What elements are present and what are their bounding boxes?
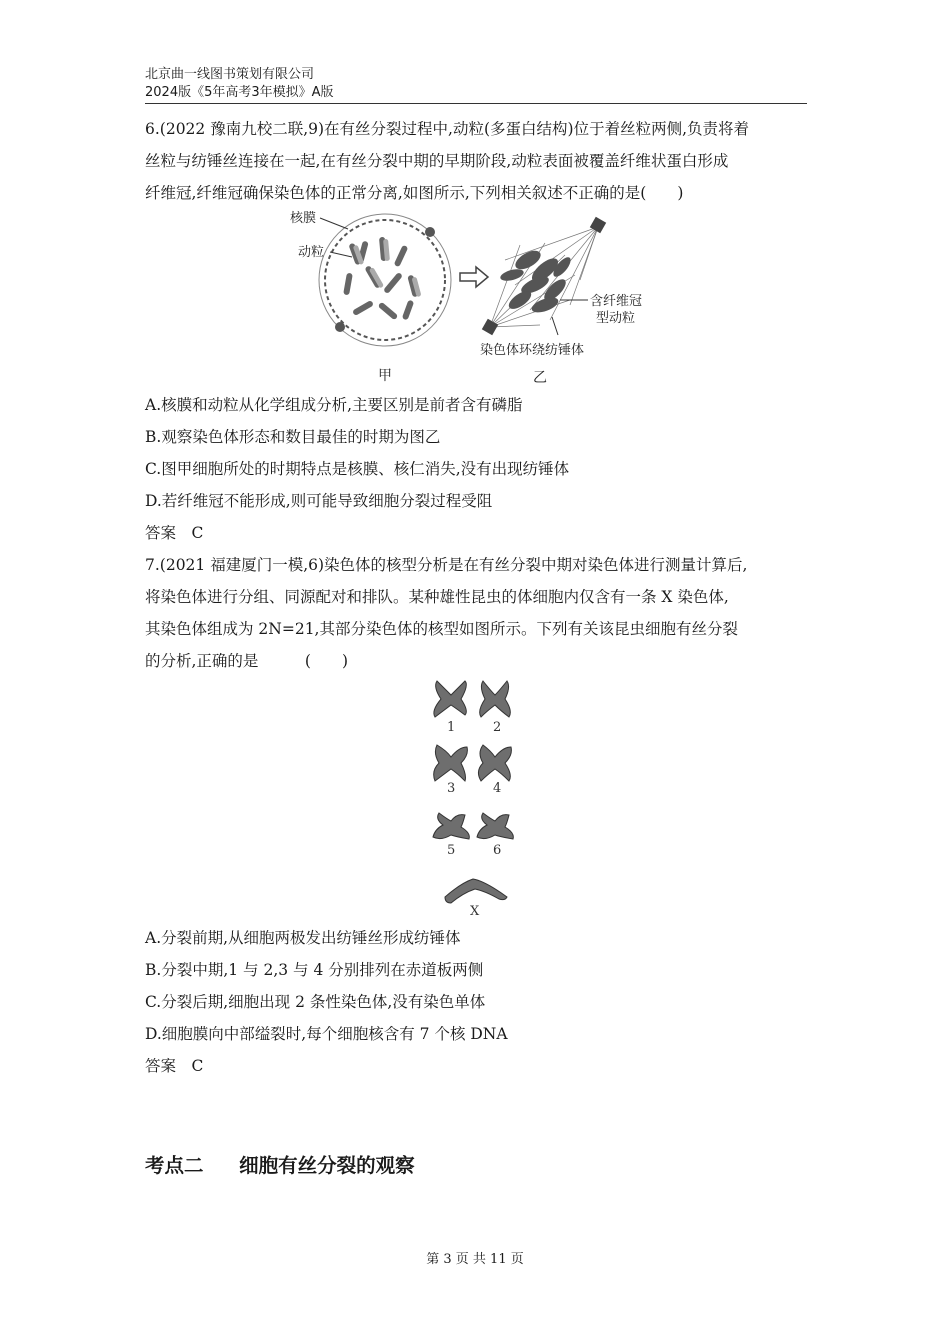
- header-publisher: 北京曲一线图书策划有限公司: [145, 67, 315, 82]
- karyotype-figure: [425, 675, 525, 920]
- karyotype-label-1: 1: [447, 720, 456, 735]
- chromosome-2: [480, 681, 511, 717]
- q7-option-b: B.分裂中期,1 与 2,3 与 4 分别排列在赤道板两侧: [145, 961, 484, 979]
- figure-arrow: [460, 267, 488, 287]
- q6-line-3: 纤维冠,纤维冠确保染色体的正常分离,如图所示,下列相关叙述不正确的是( ): [145, 184, 684, 202]
- section-number: 考点二: [145, 1154, 204, 1177]
- q7-line-2: 将染色体进行分组、同源配对和排队。某种雄性昆虫的体细胞内仅含有一条 X 染色体,: [145, 588, 729, 606]
- chromosome-3: [434, 745, 468, 781]
- chromosome-6: [477, 813, 513, 839]
- q7-line-3: 其染色体组成为 2N=21,其部分染色体的核型如图所示。下列有关该昆虫细胞有丝分裂: [145, 620, 738, 638]
- header-edition: 2024版《5年高考3年模拟》A版: [145, 85, 334, 100]
- label-spindle: 染色体环绕纺锤体: [480, 343, 585, 358]
- question-6: [145, 113, 810, 209]
- chromosome-4: [478, 745, 511, 781]
- q6-figure: [290, 205, 643, 390]
- chromosome-1: [434, 681, 466, 717]
- section-heading: [145, 1150, 415, 1178]
- q6-line-1: 6.(2022 豫南九校二联,9)在有丝分裂过程中,动粒(多蛋白结构)位于着丝粒两侧,负责将着: [145, 120, 749, 138]
- q7-option-c: C.分裂后期,细胞出现 2 条性染色体,没有染色单体: [145, 993, 486, 1011]
- label-corona-line2: 型动粒: [596, 311, 636, 326]
- page-footer: 第 3 页 共 11 页: [426, 1252, 524, 1267]
- chromosome-5: [433, 813, 469, 839]
- q6-answer: 答案 C: [145, 524, 204, 542]
- karyotype-label-2: 2: [493, 720, 502, 735]
- caption-b: 乙: [533, 370, 547, 386]
- figure-cell-a: [290, 210, 451, 346]
- q7-option-a: A.分裂前期,从细胞两极发出纺锤丝形成纺锤体: [145, 929, 461, 947]
- karyotype-label-4: 4: [493, 781, 502, 796]
- label-nuclear-envelope: 核膜: [290, 211, 317, 226]
- section-title: 细胞有丝分裂的观察: [239, 1154, 415, 1177]
- label-corona-line1: 含纤维冠: [590, 294, 643, 309]
- question-7: [145, 549, 810, 677]
- karyotype-label-5: 5: [447, 843, 456, 858]
- karyotype-label-x: X: [470, 904, 480, 919]
- karyotype-label-3: 3: [447, 781, 456, 796]
- q6-option-d: D.若纤维冠不能形成,则可能导致细胞分裂过程受阻: [145, 492, 493, 510]
- q6-line-2: 丝粒与纺锤丝连接在一起,在有丝分裂中期的早期阶段,动粒表面被覆盖纤维状蛋白形成: [145, 152, 729, 170]
- q6-option-a: A.核膜和动粒从化学组成分析,主要区别是前者含有磷脂: [145, 396, 523, 414]
- caption-a: 甲: [378, 368, 392, 384]
- page-header: [145, 66, 807, 104]
- q6-option-c: C.图甲细胞所处的时期特点是核膜、核仁消失,没有出现纺锤体: [145, 460, 570, 478]
- q7-line-4: 的分析,正确的是 ( ): [145, 652, 349, 670]
- figure-cell-b: [480, 217, 642, 358]
- q7-answer: 答案 C: [145, 1057, 204, 1075]
- karyotype-label-6: 6: [493, 843, 502, 858]
- q6-option-b: B.观察染色体形态和数目最佳的时期为图乙: [145, 428, 441, 446]
- q7-line-1: 7.(2021 福建厦门一模,6)染色体的核型分析是在有丝分裂中期对染色体进行测量计算后,: [145, 556, 748, 574]
- q7-option-d: D.细胞膜向中部缢裂时,每个细胞核含有 7 个核 DNA: [145, 1025, 508, 1043]
- chromosome-x: [445, 879, 507, 903]
- label-kinetochore: 动粒: [298, 245, 325, 260]
